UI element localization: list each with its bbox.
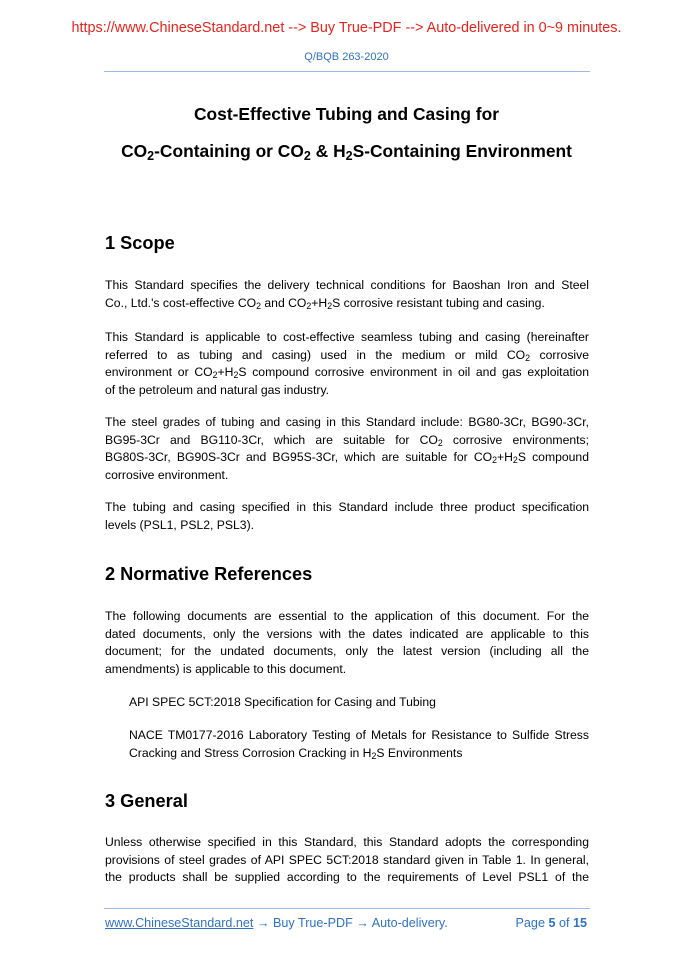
document-title-line1: Cost-Effective Tubing and Casing for [194, 104, 499, 124]
section-heading-scope: 1 Scope [105, 233, 175, 253]
document-title-line2: $CO_2$-Containing or $CO_2$ & $H_2S$-Containing Environment [121, 141, 572, 164]
reference-item: NACE TM0177-2016 Laboratory Testing of Metals for Resistance to Sulfide Stress Cracking and Stress Corrosion Cracking in $H_2S$ Environments [129, 728, 589, 761]
page-number: Page 5 of 15 [515, 916, 587, 930]
footer-site-link[interactable]: www.ChineseStandard.net [105, 916, 254, 930]
section-heading-normative-references: 2 Normative References [105, 564, 313, 584]
footer-divider [104, 908, 590, 909]
scope-paragraph-1: This Standard specifies the delivery technical conditions for Baoshan Iron and Steel Co., Ltd.'s cost-effective $CO_2$ and $CO_2+H_2S$ corrosive resistant tubing and casing. [105, 278, 589, 311]
references-paragraph: The following documents are essential to the application of this document. For the dated documents, only the versions with the dates indicated are applicable to this document; for the undated documents, only the latest version (including all the amendments) is applicable to this document. [105, 609, 589, 676]
footer-link-text[interactable]: www.ChineseStandard.net → Buy True-PDF → Auto-delivery. [105, 916, 448, 930]
scope-paragraph-3: The steel grades of tubing and casing in this Standard include: BG80-3Cr, BG90-3Cr, BG95-3Cr and BG110-3Cr, which are suitable for $CO_2$ corrosive environments; BG80S-3Cr, BG90S-3Cr and BG95S-3Cr, which are suitable for $CO_2+H_2S$ compound corrosive environment. [105, 415, 589, 482]
scope-paragraph-4: The tubing and casing specified in this Standard include three product specification levels (PSL1, PSL2, PSL3). [105, 500, 589, 532]
general-paragraph: Unless otherwise specified in this Standard, this Standard adopts the corresponding provisions of steel grades of API SPEC 5CT:2018 standard given in Table 1. In general, the products shall be supplied according to the requirements of Level PSL1 of the [105, 835, 589, 884]
top-banner-link[interactable]: https://www.ChineseStandard.net --> Buy True-PDF --> Auto-delivered in 0~9 minutes. [71, 20, 622, 36]
scope-paragraph-2: This Standard is applicable to cost-effective seamless tubing and casing (hereinafter referred to as tubing and casing) used in the medium or mild $CO_2$ corrosive environment or $CO_2+H_2S$ compound corrosive environment in oil and gas exploitation of the petroleum and natural gas industry. [105, 330, 589, 397]
reference-item: API SPEC 5CT:2018 Specification for Casing and Tubing [129, 695, 436, 709]
header-divider [104, 71, 590, 72]
section-heading-general: 3 General [105, 791, 188, 811]
document-id: Q/BQB 263-2020 [304, 51, 389, 63]
